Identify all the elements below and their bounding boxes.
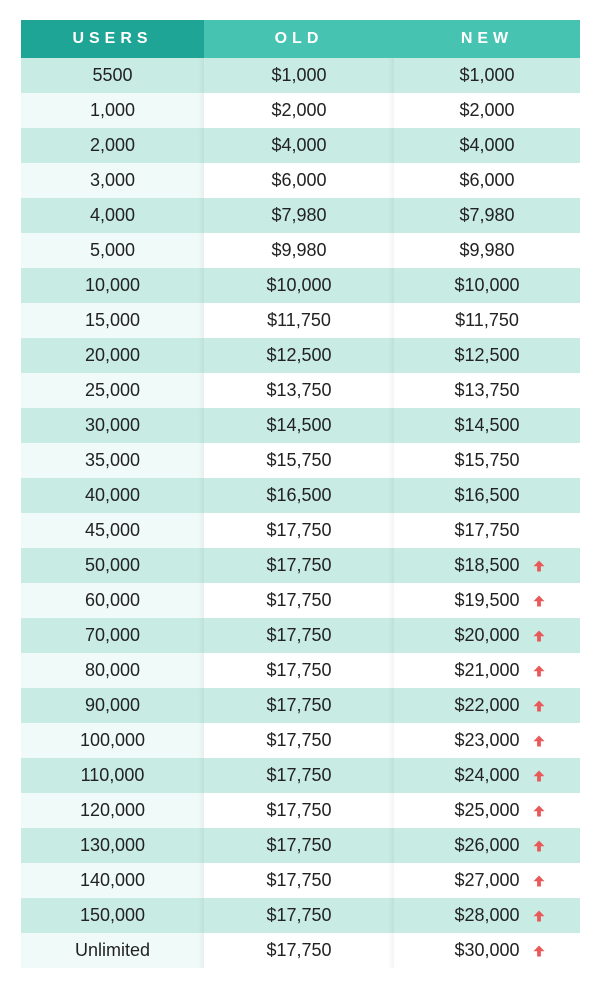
new-price-cell [394,583,580,618]
old-price-cell: $17,750 [204,828,394,863]
old-price-cell: $17,750 [204,583,394,618]
users-cell: 45,000 [21,513,204,548]
new-price-cell [394,758,580,793]
table-row [21,548,580,583]
new-price-text: $30,000 [454,940,520,960]
old-price-cell: $16,500 [204,478,394,513]
new-price-text: $1,000 [459,65,515,85]
table-row [21,618,580,653]
new-price-cell [394,338,580,373]
users-cell: 4,000 [21,198,204,233]
new-price-cell [394,653,580,688]
price-increase-arrow-icon [533,630,545,642]
old-price-cell: $15,750 [204,443,394,478]
old-price-cell: $17,750 [204,863,394,898]
price-increase-arrow-icon [533,875,545,887]
table-row [21,163,580,198]
price-increase-arrow-icon [533,945,545,957]
new-price-cell [394,303,580,338]
new-price-value [454,275,519,296]
old-price-cell: $17,750 [204,653,394,688]
new-price-text: $27,000 [454,870,520,890]
new-price-cell [394,793,580,828]
new-price-cell [394,163,580,198]
new-price-text: $4,000 [459,135,515,155]
table-row [21,408,580,443]
old-price-cell: $9,980 [204,233,394,268]
old-price-cell: $17,750 [204,723,394,758]
new-price-text: $14,500 [454,415,520,435]
table-row [21,758,580,793]
new-price-text: $26,000 [454,835,520,855]
old-price-cell: $17,750 [204,898,394,933]
new-price-text: $17,750 [454,520,520,540]
new-price-value [455,310,519,331]
users-cell: 20,000 [21,338,204,373]
table-row [21,338,580,373]
price-increase-arrow-icon [533,595,545,607]
new-price-value [459,135,514,156]
new-price-text: $12,500 [454,345,520,365]
new-price-text: $25,000 [454,800,520,820]
table-row [21,198,580,233]
table-row [21,233,580,268]
new-price-value [454,345,519,366]
users-cell: 80,000 [21,653,204,688]
table-row [21,653,580,688]
new-price-value [454,835,519,856]
table-row [21,303,580,338]
new-price-text: $7,980 [459,205,515,225]
new-price-cell [394,233,580,268]
new-price-text: $24,000 [454,765,520,785]
users-cell: 40,000 [21,478,204,513]
new-price-cell [394,58,580,93]
new-price-value [459,170,514,191]
new-price-value [454,765,519,786]
new-price-value [454,730,519,751]
old-price-cell: $17,750 [204,933,394,968]
old-price-cell: $2,000 [204,93,394,128]
table-row [21,828,580,863]
users-cell: 25,000 [21,373,204,408]
users-cell: 1,000 [21,93,204,128]
price-increase-arrow-icon [533,910,545,922]
table-row [21,688,580,723]
old-price-cell: $17,750 [204,513,394,548]
new-price-text: $23,000 [454,730,520,750]
new-price-cell [394,128,580,163]
new-price-cell [394,268,580,303]
new-price-value [454,800,519,821]
table-row [21,793,580,828]
table-row [21,898,580,933]
users-cell: 2,000 [21,128,204,163]
old-price-cell: $17,750 [204,758,394,793]
new-price-value [454,870,519,891]
header-old: OLD [204,20,394,58]
table-body [21,58,580,968]
users-cell: 90,000 [21,688,204,723]
new-price-cell [394,548,580,583]
new-price-value [454,905,519,926]
users-cell: 140,000 [21,863,204,898]
new-price-value [454,695,519,716]
pricing-comparison-table [21,20,580,968]
table-row [21,58,580,93]
new-price-value [454,380,519,401]
new-price-cell [394,618,580,653]
table-row [21,583,580,618]
new-price-cell [394,723,580,758]
price-increase-arrow-icon [533,735,545,747]
users-cell: 60,000 [21,583,204,618]
new-price-text: $20,000 [454,625,520,645]
new-price-value [454,660,519,681]
users-cell: Unlimited [21,933,204,968]
old-price-cell: $6,000 [204,163,394,198]
new-price-value [454,625,519,646]
new-price-text: $18,500 [454,555,520,575]
users-cell: 5500 [21,58,204,93]
users-cell: 150,000 [21,898,204,933]
price-increase-arrow-icon [533,560,545,572]
table-row [21,478,580,513]
users-cell: 120,000 [21,793,204,828]
old-price-cell: $14,500 [204,408,394,443]
new-price-value [454,520,519,541]
new-price-cell [394,828,580,863]
users-cell: 3,000 [21,163,204,198]
old-price-cell: $4,000 [204,128,394,163]
new-price-cell [394,933,580,968]
new-price-text: $11,750 [455,310,519,330]
table-row [21,443,580,478]
new-price-text: $15,750 [454,450,520,470]
new-price-text: $2,000 [459,100,515,120]
old-price-cell: $17,750 [204,618,394,653]
table-row [21,933,580,968]
new-price-cell [394,93,580,128]
new-price-text: $10,000 [454,275,520,295]
header-new: NEW [394,20,580,58]
old-price-cell: $17,750 [204,793,394,828]
price-increase-arrow-icon [533,770,545,782]
new-price-cell [394,513,580,548]
new-price-value [454,940,519,961]
old-price-cell: $17,750 [204,688,394,723]
new-price-text: $21,000 [454,660,520,680]
table-row [21,268,580,303]
new-price-cell [394,408,580,443]
users-cell: 100,000 [21,723,204,758]
users-cell: 50,000 [21,548,204,583]
table-row [21,128,580,163]
users-cell: 110,000 [21,758,204,793]
new-price-value [454,450,519,471]
price-increase-arrow-icon [533,840,545,852]
new-price-value [454,485,519,506]
table-row [21,373,580,408]
new-price-value [459,205,514,226]
new-price-cell [394,898,580,933]
table-header-row [21,20,580,58]
new-price-value [454,415,519,436]
price-increase-arrow-icon [533,665,545,677]
new-price-cell [394,373,580,408]
price-increase-arrow-icon [533,805,545,817]
new-price-cell [394,688,580,723]
table-row [21,863,580,898]
users-cell: 70,000 [21,618,204,653]
users-cell: 130,000 [21,828,204,863]
table-row [21,513,580,548]
users-cell: 30,000 [21,408,204,443]
new-price-text: $16,500 [454,485,520,505]
old-price-cell: $12,500 [204,338,394,373]
old-price-cell: $17,750 [204,548,394,583]
new-price-cell [394,443,580,478]
users-cell: 15,000 [21,303,204,338]
new-price-value [454,555,519,576]
old-price-cell: $10,000 [204,268,394,303]
new-price-cell [394,478,580,513]
old-price-cell: $1,000 [204,58,394,93]
new-price-text: $6,000 [459,170,515,190]
old-price-cell: $11,750 [204,303,394,338]
new-price-value [459,100,514,121]
new-price-text: $9,980 [459,240,515,260]
old-price-cell: $13,750 [204,373,394,408]
header-users: USERS [21,20,204,58]
table-row [21,723,580,758]
new-price-value [459,65,514,86]
price-increase-arrow-icon [533,700,545,712]
users-cell: 10,000 [21,268,204,303]
table-row [21,93,580,128]
new-price-cell [394,198,580,233]
users-cell: 35,000 [21,443,204,478]
new-price-value [459,240,514,261]
new-price-value [454,590,519,611]
old-price-cell: $7,980 [204,198,394,233]
new-price-text: $28,000 [454,905,520,925]
new-price-text: $13,750 [454,380,520,400]
new-price-text: $22,000 [454,695,520,715]
new-price-text: $19,500 [454,590,520,610]
new-price-cell [394,863,580,898]
users-cell: 5,000 [21,233,204,268]
